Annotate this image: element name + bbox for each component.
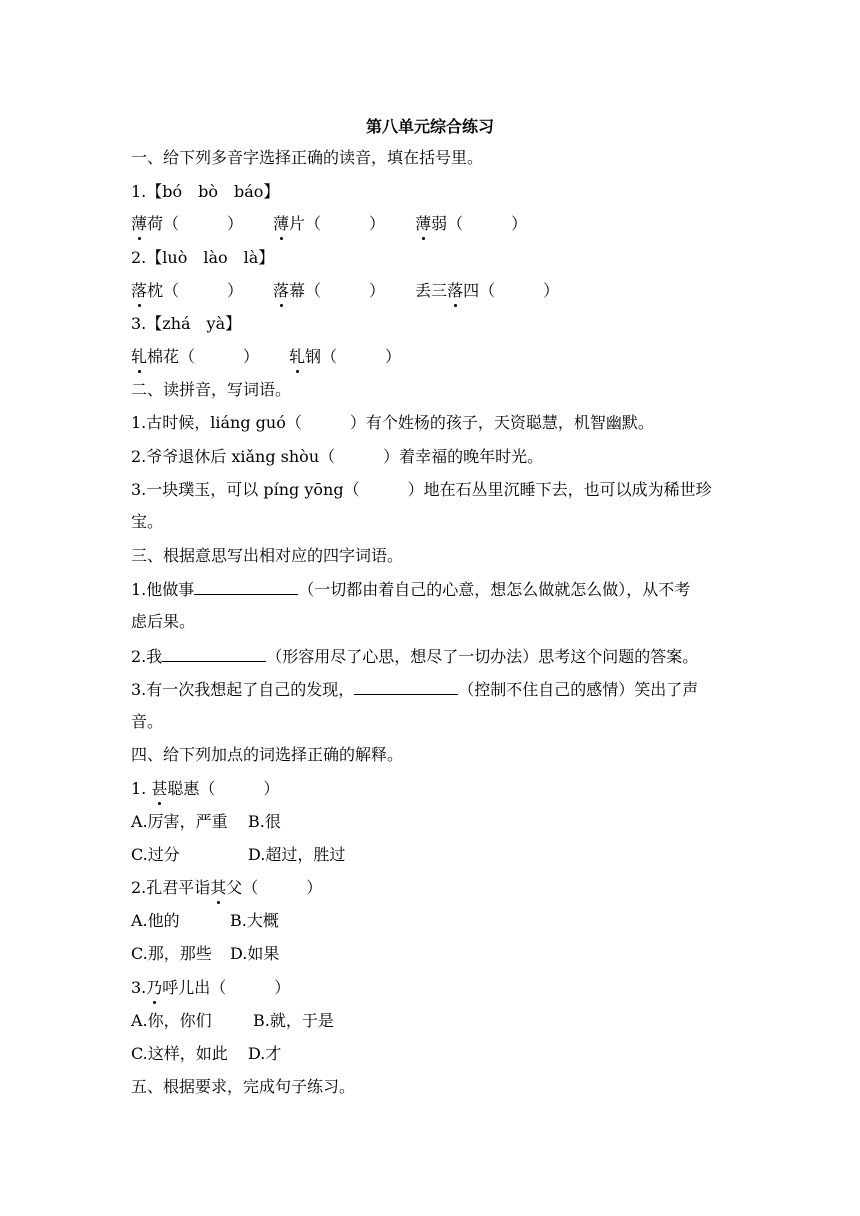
q1-items	[131, 213, 527, 235]
item-text: 丢三	[415, 281, 448, 300]
s2-line-2: 2.爷爷退休后 xiǎng shòu（ ）着幸福的晚年时光。	[131, 447, 544, 466]
s4-q1-options-ab	[131, 811, 281, 833]
dotted-char: 薄	[415, 214, 432, 233]
q3-items	[131, 346, 401, 368]
s3-line-1-cont: 虑后果。	[131, 612, 196, 631]
item-text: 四（ ）	[463, 281, 560, 300]
option-a: A.厉害，严重	[131, 812, 228, 831]
s3-line-2	[131, 645, 698, 668]
s4-q3	[131, 977, 290, 999]
text: （形容用尽了心思，想尽了一切办法）思考这个问题的答案。	[266, 647, 699, 666]
option-d: D.如果	[230, 944, 280, 963]
item-text: 荷（ ）	[147, 214, 244, 233]
page-title: 第八单元综合练习	[365, 117, 494, 136]
text: 2.孔君平诣	[131, 878, 211, 897]
s4-q3-options-ab	[131, 1010, 334, 1032]
s4-q2-options-ab	[131, 910, 279, 932]
s4-q1	[131, 778, 279, 800]
item-text: 幕（ ）	[289, 281, 386, 300]
q2-items	[131, 280, 559, 302]
section-5-heading: 五、根据要求，完成句子练习。	[131, 1077, 356, 1096]
s4-q1-options-cd	[131, 844, 345, 866]
text: 3.有一次我想起了自己的发现，	[131, 680, 355, 699]
s3-line-3-cont: 音。	[131, 712, 164, 731]
dotted-char: 轧	[289, 347, 306, 366]
dotted-char: 落	[131, 281, 148, 300]
dotted-char: 其	[210, 878, 227, 897]
dotted-char: 轧	[131, 347, 148, 366]
text: 1.	[131, 779, 152, 798]
text: 1.他做事	[131, 580, 195, 599]
dotted-char: 落	[273, 281, 290, 300]
s4-q2	[131, 877, 322, 899]
option-d: D.才	[248, 1044, 282, 1063]
answer-blank[interactable]	[162, 645, 266, 662]
s2-line-3-cont: 宝。	[131, 512, 164, 531]
s3-line-3	[131, 678, 698, 701]
text: 3.	[131, 978, 147, 997]
dotted-char: 薄	[273, 214, 290, 233]
dotted-char: 甚	[151, 779, 168, 798]
s2-line-1: 1.古时候，liáng guó（ ）有个姓杨的孩子，天资聪慧，机智幽默。	[131, 413, 654, 432]
q2-pinyin-options: 2.【luò lào là】	[131, 248, 275, 267]
section-2-heading: 二、读拼音，写词语。	[131, 380, 292, 399]
option-c: C.那，那些	[131, 944, 212, 963]
section-1-heading: 一、给下列多音字选择正确的读音，填在括号里。	[131, 148, 484, 167]
s4-q3-options-cd	[131, 1043, 281, 1065]
text: （控制不住自己的感情）笑出了声	[458, 680, 699, 699]
text: 呼儿出（ ）	[162, 978, 291, 997]
item-text: 枕（ ）	[147, 281, 244, 300]
item-text: 棉花（ ）	[147, 347, 260, 366]
answer-blank[interactable]	[354, 678, 458, 695]
answer-blank[interactable]	[194, 578, 298, 595]
text: 2.我	[131, 647, 163, 666]
text: 聪惠（ ）	[167, 779, 280, 798]
dotted-char: 乃	[146, 978, 163, 997]
item-text: 弱（ ）	[431, 214, 528, 233]
dotted-char: 薄	[131, 214, 148, 233]
section-3-heading: 三、根据意思写出相对应的四字词语。	[131, 546, 404, 565]
s4-q2-options-cd	[131, 943, 279, 965]
option-a: A.你，你们	[131, 1011, 212, 1030]
text: 父（ ）	[226, 878, 323, 897]
option-b: B.就，于是	[253, 1011, 334, 1030]
text: （一切都由着自己的心意，想怎么做就怎么做），从不考	[298, 580, 691, 599]
option-d: D.超过，胜过	[248, 845, 346, 864]
section-4-heading: 四、给下列加点的词选择正确的解释。	[131, 745, 404, 764]
option-b: B.很	[248, 812, 281, 831]
dotted-char: 落	[447, 281, 464, 300]
option-a: A.他的	[131, 911, 180, 930]
s2-line-3: 3.一块璞玉，可以 píng yōng（ ）地在石丛里沉睡下去，也可以成为稀世珍	[131, 480, 712, 499]
item-text: 片（ ）	[289, 214, 386, 233]
option-c: C.这样，如此	[131, 1044, 228, 1063]
q1-pinyin-options: 1.【bó bò báo】	[131, 182, 280, 201]
option-b: B.大概	[230, 911, 279, 930]
q3-pinyin-options: 3.【zhá yà】	[131, 314, 242, 333]
option-c: C.过分	[131, 845, 180, 864]
item-text: 钢（ ）	[305, 347, 402, 366]
s3-line-1	[131, 578, 690, 601]
